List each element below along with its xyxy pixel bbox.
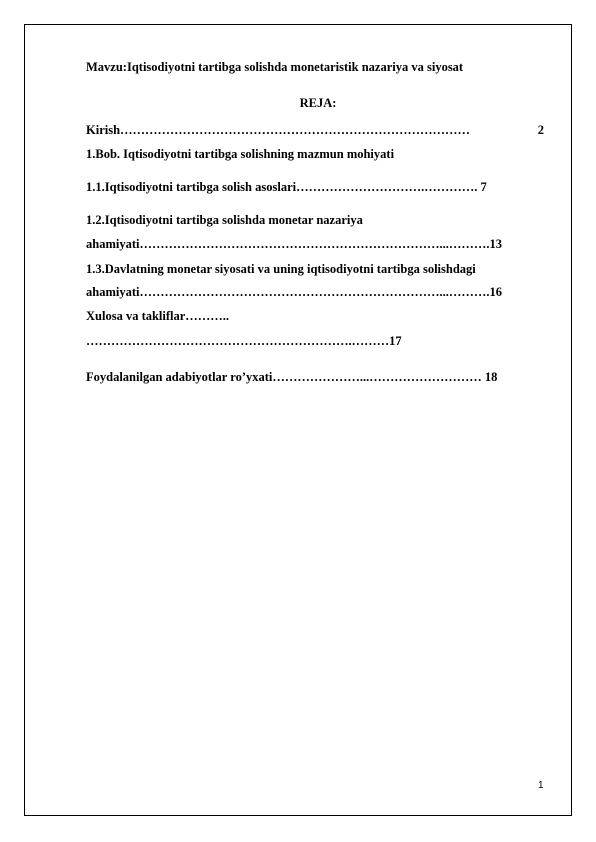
toc-entry-section-1-2-line2: ahamiyati………………………………………………………………...……….13: [86, 237, 502, 251]
page-border: [24, 24, 572, 816]
plan-heading: REJA:: [299, 96, 337, 110]
toc-entry-chapter-1: 1.Bob. Iqtisodiyotni tartibga solishning mazmun mohiyati: [86, 147, 395, 161]
toc-entry-kirish: Kirish…………………………………………………………………………: [86, 123, 471, 137]
toc-entry-section-1-1: 1.1.Iqtisodiyotni tartibga solish asoslari………………………….…………. 7: [86, 180, 487, 194]
toc-entry-section-1-3-line2: ahamiyati………………………………………………………………...……….16: [86, 285, 502, 299]
document-topic: Mavzu:Iqtisodiyotni tartibga solishda monetaristik nazariya va siyosat: [86, 60, 464, 74]
toc-entry-section-1-3-line1: 1.3.Davlatning monetar siyosati va uning iqtisodiyotni tartibga solishdagi: [86, 262, 476, 276]
toc-entry-section-1-2-line1: 1.2.Iqtisodiyotni tartibga solishda monetar nazariya: [86, 213, 363, 227]
toc-entry-conclusion-line2: ……………………………………………………….………17: [86, 334, 402, 348]
toc-entry-references: Foydalanilgan adabiyotlar ro’yxati…………………...……………………… 18: [86, 370, 498, 384]
page-number: 1: [538, 780, 544, 791]
toc-entry-conclusion-line1: Xulosa va takliflar………..: [86, 309, 230, 323]
toc-entry-kirish-page: 2: [537, 123, 544, 137]
